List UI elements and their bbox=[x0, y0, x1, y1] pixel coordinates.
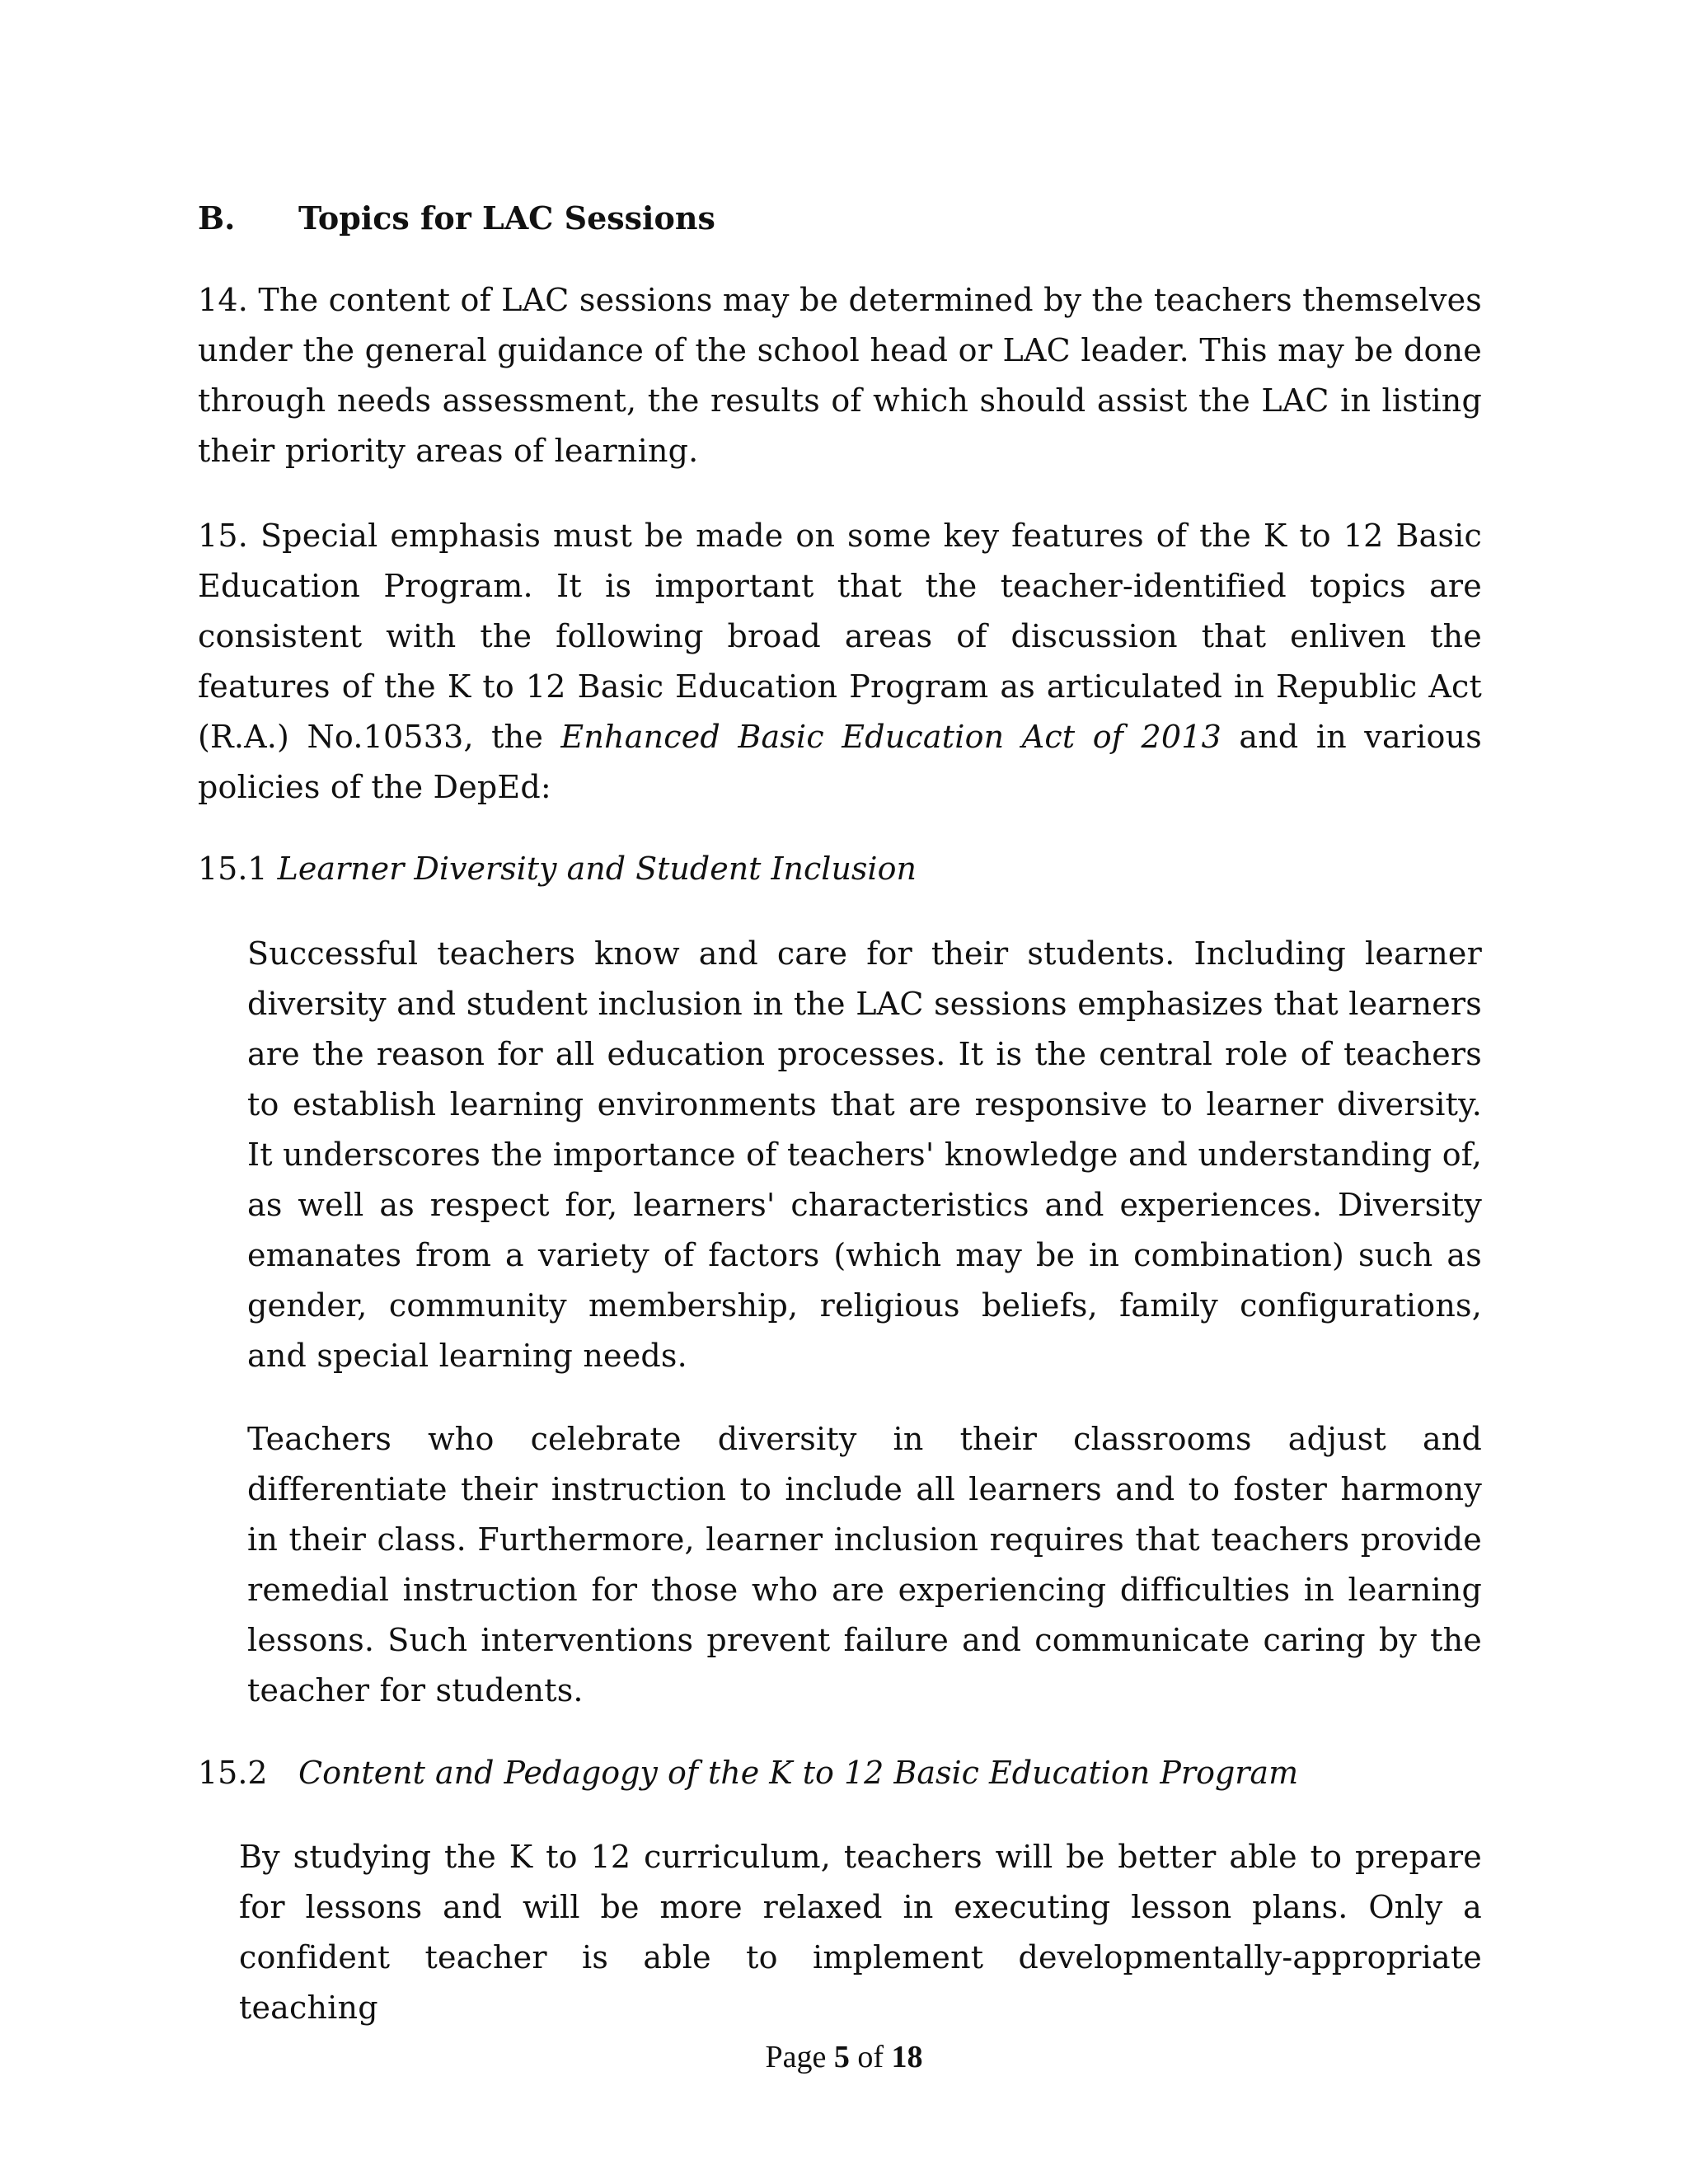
page-label: Page bbox=[765, 2040, 827, 2074]
subsection-15-2-title: Content and Pedagogy of the K to 12 Basic Education Program bbox=[298, 1755, 1299, 1791]
paragraph-15-text-start: 15. Special emphasis must be made on some key features of the K to 12 Basic Education Program. It is important that the teacher-identified topics are consistent with the following broad areas of discussion that enliven the features of the K to 12 Basic Education Program as articulated in Republic Act (R.A.) No.10533, the bbox=[198, 518, 1482, 755]
act-title: Enhanced Basic Education Act of 2013 bbox=[560, 719, 1221, 755]
subsection-15-1-paragraph-1: Successful teachers know and care for their students. Including learner diversity and student inclusion in the LAC sessions emphasizes that learners are the reason for all education processes. It is the central role of teachers to establish learning environments that are responsive to learner diversity. It underscores the importance of teachers' knowledge and understanding of, as well as respect for, learners' characteristics and experiences. Diversity emanates from a variety of factors (which may be in combination) such as gender, community membership, religious beliefs, family configurations, and special learning needs. bbox=[247, 935, 1482, 1374]
subsection-15-2-heading bbox=[198, 1748, 1298, 1798]
subsection-15-2-paragraph-1: By studying the K to 12 curriculum, teachers will be better able to prepare for lessons and will be more relaxed in executing lesson plans. Only a confident teacher is able to implement developmentally-appropriate teaching bbox=[239, 1839, 1482, 2026]
subsection-15-1-title: Learner Diversity and Student Inclusion bbox=[277, 851, 917, 887]
subsection-15-1-number: 15.1 bbox=[198, 851, 268, 887]
subsection-15-1-paragraph-2: Teachers who celebrate diversity in their classrooms adjust and differentiate their instruction to include all learners and to foster harmony in their class. Furthermore, learner inclusion requires that teachers provide remedial instruction for those who are experiencing difficulties in learning lessons. Such interventions prevent failure and communicate caring by the teacher for students. bbox=[247, 1421, 1482, 1708]
current-page-number: 5 bbox=[833, 2040, 850, 2074]
section-title: Topics for LAC Sessions bbox=[298, 199, 715, 237]
total-page-count: 18 bbox=[891, 2040, 923, 2074]
page-footer bbox=[0, 2037, 1688, 2077]
section-heading bbox=[198, 198, 715, 239]
section-letter: B. bbox=[198, 199, 236, 237]
subsection-15-1-heading bbox=[198, 844, 917, 894]
paragraph-15 bbox=[198, 511, 1482, 813]
paragraph-15-text-end: and in various policies of the DepEd: bbox=[198, 719, 1482, 805]
paragraph-14: 14. The content of LAC sessions may be determined by the teachers themselves under the general guidance of the school head or LAC leader. This may be done through needs assessment, the results of which should assist the LAC in listing their priority areas of learning. bbox=[198, 282, 1482, 469]
page-of-label: of bbox=[857, 2040, 884, 2074]
subsection-15-2-number: 15.2 bbox=[198, 1755, 268, 1791]
